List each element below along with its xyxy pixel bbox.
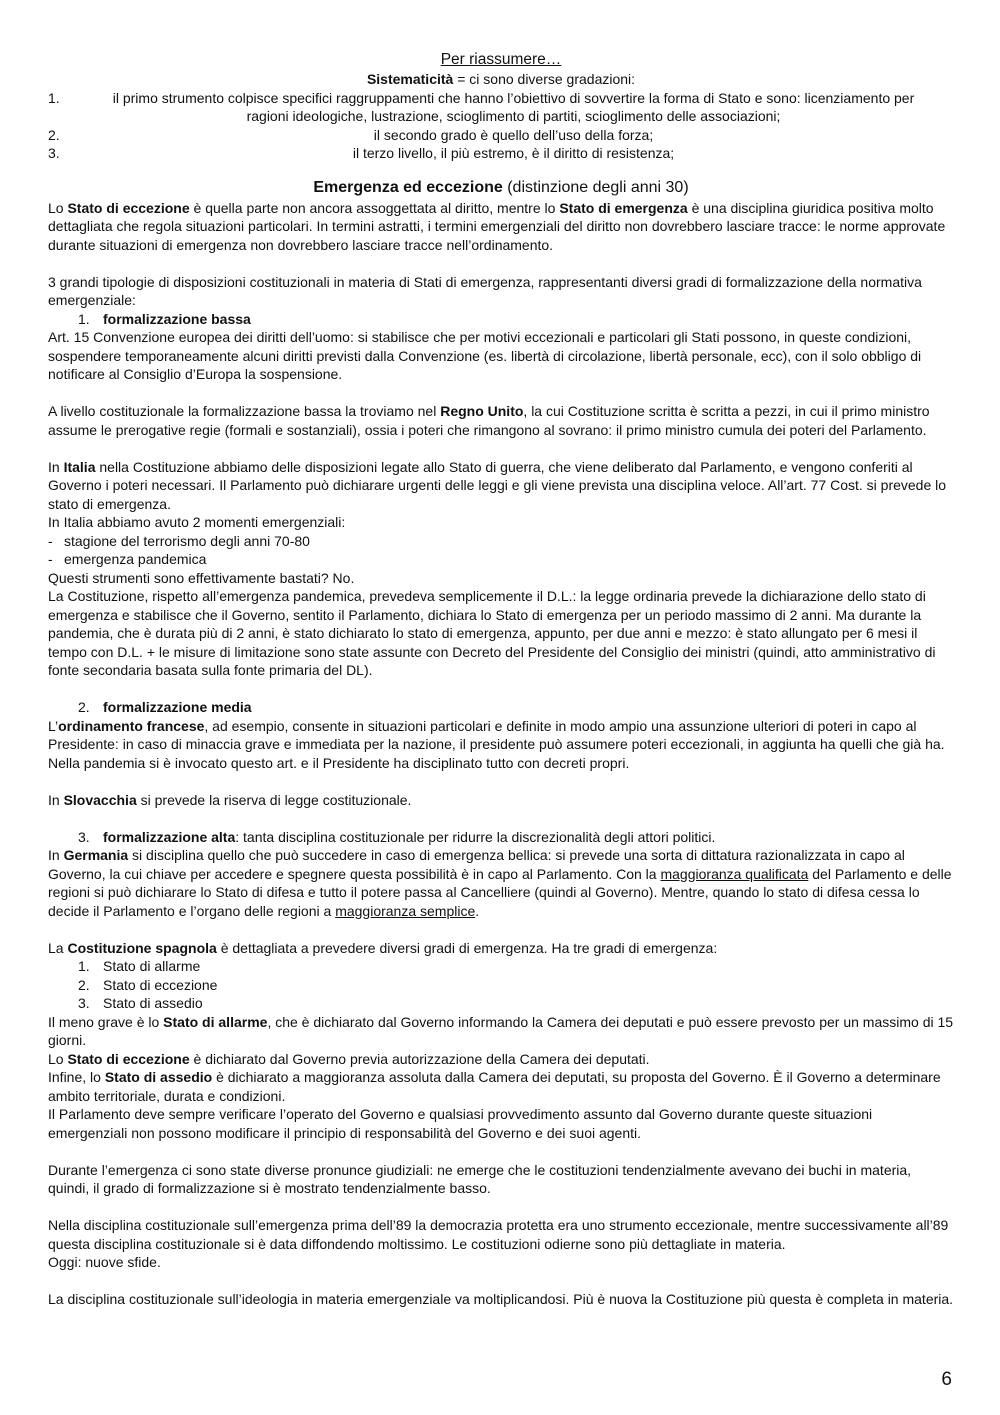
spain-item-1-num: 1. <box>78 958 90 974</box>
paragraph-cedu: Art. 15 Convenzione europea dei diritti dell’uomo: si stabilisce che per motivi eccezionali e particolari gli Stati possono, in queste condizioni, sospendere temporaneamente alcuni diritti previsti dalla Convenzione (es. libertà di circolazione, libertà personale, ecc), con il solo obbligo di notificare al Consiglio d’Europa la sospensione. <box>48 329 922 382</box>
page-number: 6 <box>941 1369 952 1390</box>
section-heading-rest: (distinzione degli anni 30) <box>502 178 689 196</box>
sistematicita-line <box>48 70 954 89</box>
dash-item-1-text: stagione del terrorismo degli anni 70-80 <box>64 532 310 549</box>
paragraph-germania <box>48 846 954 920</box>
paragraph-pronunce: Durante l’emergenza ci sono state diverse pronunce giudiziali: ne emerge che le costituzioni tendenzialmente avevano dei buchi in materia, quindi, il grado di formalizzazione si è mostrato tendenzialmente basso. <box>48 1161 912 1196</box>
paragraph-slovacchia <box>48 791 954 810</box>
allarme-c: , che è dichiarato dal Governo informando la Camera dei deputati e può essere prevosto per un massimo di 15 giorni. <box>48 1013 954 1048</box>
sistematicita-rest: = ci sono diverse gradazioni: <box>453 71 636 87</box>
paragraph-spagna <box>48 939 954 958</box>
paragraph-nuove-sfide: Oggi: nuove sfide. <box>48 1254 161 1270</box>
level-1-heading <box>48 310 954 329</box>
paragraph-pandemia: La Costituzione, rispetto all’emergenza pandemica, prevedeva semplicemente il D.L.: la legge ordinaria prevede la dichiarazione dello stato di emergenza e stabilisce che il Governo, sentito il Parlamento, dichiara lo Stato di emergenza per un periodo massimo di 2 anni. Ma durante la pandemia, che è durata più di 2 anni, è stato dichiarato lo stato di emergenza, appunto, per due anni e mezzo: è stato allungato per 6 mesi il tempo con D.L. + le misure di limitazione sono state assunte con Decreto del Presidente del Consiglio dei ministri (quindi, atto amministrativo di fonte secondaria basata sulla fonte primaria del DL). <box>48 588 936 678</box>
dash-item-1 <box>48 532 954 551</box>
paragraph-italia <box>48 458 954 514</box>
p9-c: è dettagliata a prevedere diversi gradi di emergenza. Ha tre gradi di emergenza: <box>216 939 718 956</box>
p8-underline-semplice: maggioranza semplice <box>335 902 476 919</box>
p7-bold: Slovacchia <box>63 791 137 808</box>
sistematicita-term: Sistematicità <box>366 71 454 87</box>
spain-list-item <box>78 957 954 976</box>
spain-list <box>48 957 954 1013</box>
eccezione-bold: Stato di eccezione <box>67 1050 190 1067</box>
level-3-heading <box>48 828 954 847</box>
p8-c: si disciplina quello che può succedere in caso di emergenza bellica: si prevede una sorta di dittatura razionalizzata in capo al Governo, la cui chiave per accedere e spegnere questa possibilità è in capo al Parlamento. Con la <box>48 847 905 882</box>
level-2-heading <box>48 698 954 717</box>
p6-bold: ordinamento francese <box>58 717 205 734</box>
paragraph-question: Questi strumenti sono effettivamente bastati? No. <box>48 569 355 586</box>
dash-item-2-text: emergenza pandemica <box>64 551 207 567</box>
dash-marker: - <box>48 532 53 549</box>
dash-marker: - <box>48 551 53 567</box>
level-3-text <box>103 828 715 847</box>
paragraph-eccezione <box>48 1050 954 1069</box>
level-2-label: formalizzazione media <box>103 699 252 715</box>
level-3-label: formalizzazione alta <box>103 828 236 845</box>
paragraph-eccezione-emergenza <box>48 199 954 255</box>
paragraph-regno-unito <box>48 402 954 439</box>
summary-item-1-num: 1. <box>48 89 60 106</box>
spain-item-1-label: Stato di allarme <box>103 958 201 974</box>
spain-list-item <box>78 994 954 1013</box>
summary-item-1-text <box>73 89 954 126</box>
level-3-num: 3. <box>78 828 90 845</box>
spain-item-3-label: Stato di assedio <box>103 995 203 1011</box>
p1-a: Lo <box>48 199 68 216</box>
summary-item-1 <box>48 89 954 126</box>
summary-item-1-line2: ragioni ideologiche, lustrazione, scioglimento di partiti, scioglimento delle associazioni; <box>246 108 781 124</box>
level-3-rest: : tanta disciplina costituzionale per ridurre la discrezionalità degli attori politici. <box>235 828 716 845</box>
eccezione-c: è dichiarato dal Governo previa autorizzazione della Camera dei deputati. <box>189 1050 650 1067</box>
p1-bold-emergenza: Stato di emergenza <box>559 199 688 216</box>
eccezione-a: Lo <box>48 1050 68 1067</box>
p9-bold: Costituzione spagnola <box>67 939 217 956</box>
p1-c: è quella parte non ancora assoggettata al diritto, mentre lo <box>189 199 560 216</box>
p4-c: , la cui Costituzione scritta è scritta a pezzi, in cui il primo ministro assume le prerogative regie (formali e sostanziali), ossia i poteri che rimangono al sovrano: il primo ministro cumula dei poteri del Parlamento. <box>48 403 930 438</box>
paragraph-assedio <box>48 1068 954 1105</box>
section-heading <box>48 175 954 199</box>
assedio-bold: Stato di assedio <box>104 1069 213 1085</box>
level-1-num: 1. <box>78 310 90 327</box>
document-page <box>48 50 954 1309</box>
spain-item-2-num: 2. <box>78 976 90 993</box>
paragraph-momenti: In Italia abbiamo avuto 2 momenti emergenziali: <box>48 514 346 530</box>
summary-item-1-line1: il primo strumento colpisce specifici raggruppamenti che hanno l’obiettivo di sovvertire la forma di Stato e sono: licenziamento per <box>112 89 915 106</box>
paragraph-tipologie: 3 grandi tipologie di disposizioni costituzionali in materia di Stati di emergenza, rappresentanti diversi gradi di formalizzazione della normativa emergenziale: <box>48 273 922 308</box>
summary-item-3 <box>48 144 954 163</box>
level-2-num: 2. <box>78 699 90 715</box>
p8-d: del Parlamento e delle regioni si può dichiarare lo Stato di difesa e tutto il potere passa al Cancelliere (quindi al Governo). Mentre, quando lo stato di difesa cessa lo decide il Parlamento e l’organo delle regioni a <box>48 865 952 919</box>
level-1-label: formalizzazione bassa <box>103 310 251 327</box>
p6-c: , ad esempio, consente in situazioni particolari e definite in modo ampio una assunzione ulteriori di poteri in capo al Presidente: in caso di minaccia grave e immediata per la nazione, il presidente può assumere poteri eccezionali, in aggiunta ha quelli che già ha. Nella pandemia si è invocato questo art. e il Presidente ha disciplinato tutto con decreti propri. <box>48 717 945 771</box>
summary-item-2 <box>48 126 954 145</box>
p5-bold: Italia <box>63 458 96 475</box>
p5-c: nella Costituzione abbiamo delle disposizioni legate allo Stato di guerra, che viene deliberato dal Parlamento, e vengono conferiti al Governo i poteri necessari. Il Parlamento può dichiarare urgenti delle leggi e gli viene prevista una disciplina veloce. All’art. 77 Cost. si prevede lo stato di emergenza. <box>48 458 947 512</box>
summary-item-2-text: il secondo grado è quello dell’uso della forza; <box>373 126 654 143</box>
summary-item-3-text: il terzo livello, il più estremo, è il diritto di resistenza; <box>352 145 675 161</box>
p6-a: L’ <box>48 717 59 734</box>
allarme-a: Il meno grave è lo <box>48 1013 164 1030</box>
paragraph-parlamento: Il Parlamento deve sempre verificare l’operato del Governo e qualsiasi provvedimento assunto dal Governo durante queste situazioni emergenziali non possono modificare il principio di responsabilità del Governo e dei suoi agenti. <box>48 1106 873 1141</box>
summary-item-2-num: 2. <box>48 126 60 143</box>
paragraph-democrazia-protetta: Nella disciplina costituzionale sull’emergenza prima dell’89 la democrazia protetta era uno strumento eccezionale, mentre successivamente all’89 questa disciplina costituzionale si è data diffondendo moltissimo. Le costituzioni odierne sono più dettagliate in materia. <box>48 1217 949 1252</box>
p7-a: In <box>48 791 64 808</box>
p8-bold: Germania <box>63 847 129 863</box>
section-heading-bold: Emergenza ed eccezione <box>313 178 503 196</box>
paragraph-francia <box>48 717 954 773</box>
p7-c: si prevede la riserva di legge costituzionale. <box>136 791 412 808</box>
summary-title-text: Per riassumere… <box>440 51 562 68</box>
spain-item-3-num: 3. <box>78 995 90 1011</box>
p8-e: . <box>475 902 480 919</box>
summary-item-3-num: 3. <box>48 145 60 161</box>
p8-underline-qualificata: maggioranza qualificata <box>660 865 809 882</box>
assedio-a: Infine, lo <box>48 1069 105 1085</box>
paragraph-ideologia: La disciplina costituzionale sull’ideologia in materia emergenziale va moltiplicandosi. Più è nuova la Costituzione più questa è completa in materia. <box>48 1291 954 1307</box>
assedio-c: è dichiarato a maggioranza assoluta dalla Camera dei deputati, su proposta del Governo. È il Governo a determinare ambito territoriale, durata e condizioni. <box>48 1069 941 1104</box>
p4-a: A livello costituzionale la formalizzazione bassa la troviamo nel <box>48 403 441 419</box>
summary-title <box>48 50 954 70</box>
p9-a: La <box>48 939 68 956</box>
dash-item-2 <box>48 550 954 569</box>
spain-item-2-label: Stato di eccezione <box>103 976 218 993</box>
p5-a: In <box>48 458 64 475</box>
paragraph-allarme <box>48 1013 954 1050</box>
p4-bold: Regno Unito <box>440 403 524 419</box>
p1-d: è una disciplina giuridica positiva molto dettagliata che regola situazioni particolari. In termini astratti, i termini emergenziali del diritto non dovrebbero lasciare tracce: le norme approvate durante situazioni di emergenza non dovrebbero lasciare tracce nell’ordinamento. <box>48 199 946 253</box>
allarme-bold: Stato di allarme <box>163 1013 268 1030</box>
spain-list-item <box>78 976 954 995</box>
p8-a: In <box>48 847 64 863</box>
p1-bold-eccezione: Stato di eccezione <box>67 199 190 216</box>
